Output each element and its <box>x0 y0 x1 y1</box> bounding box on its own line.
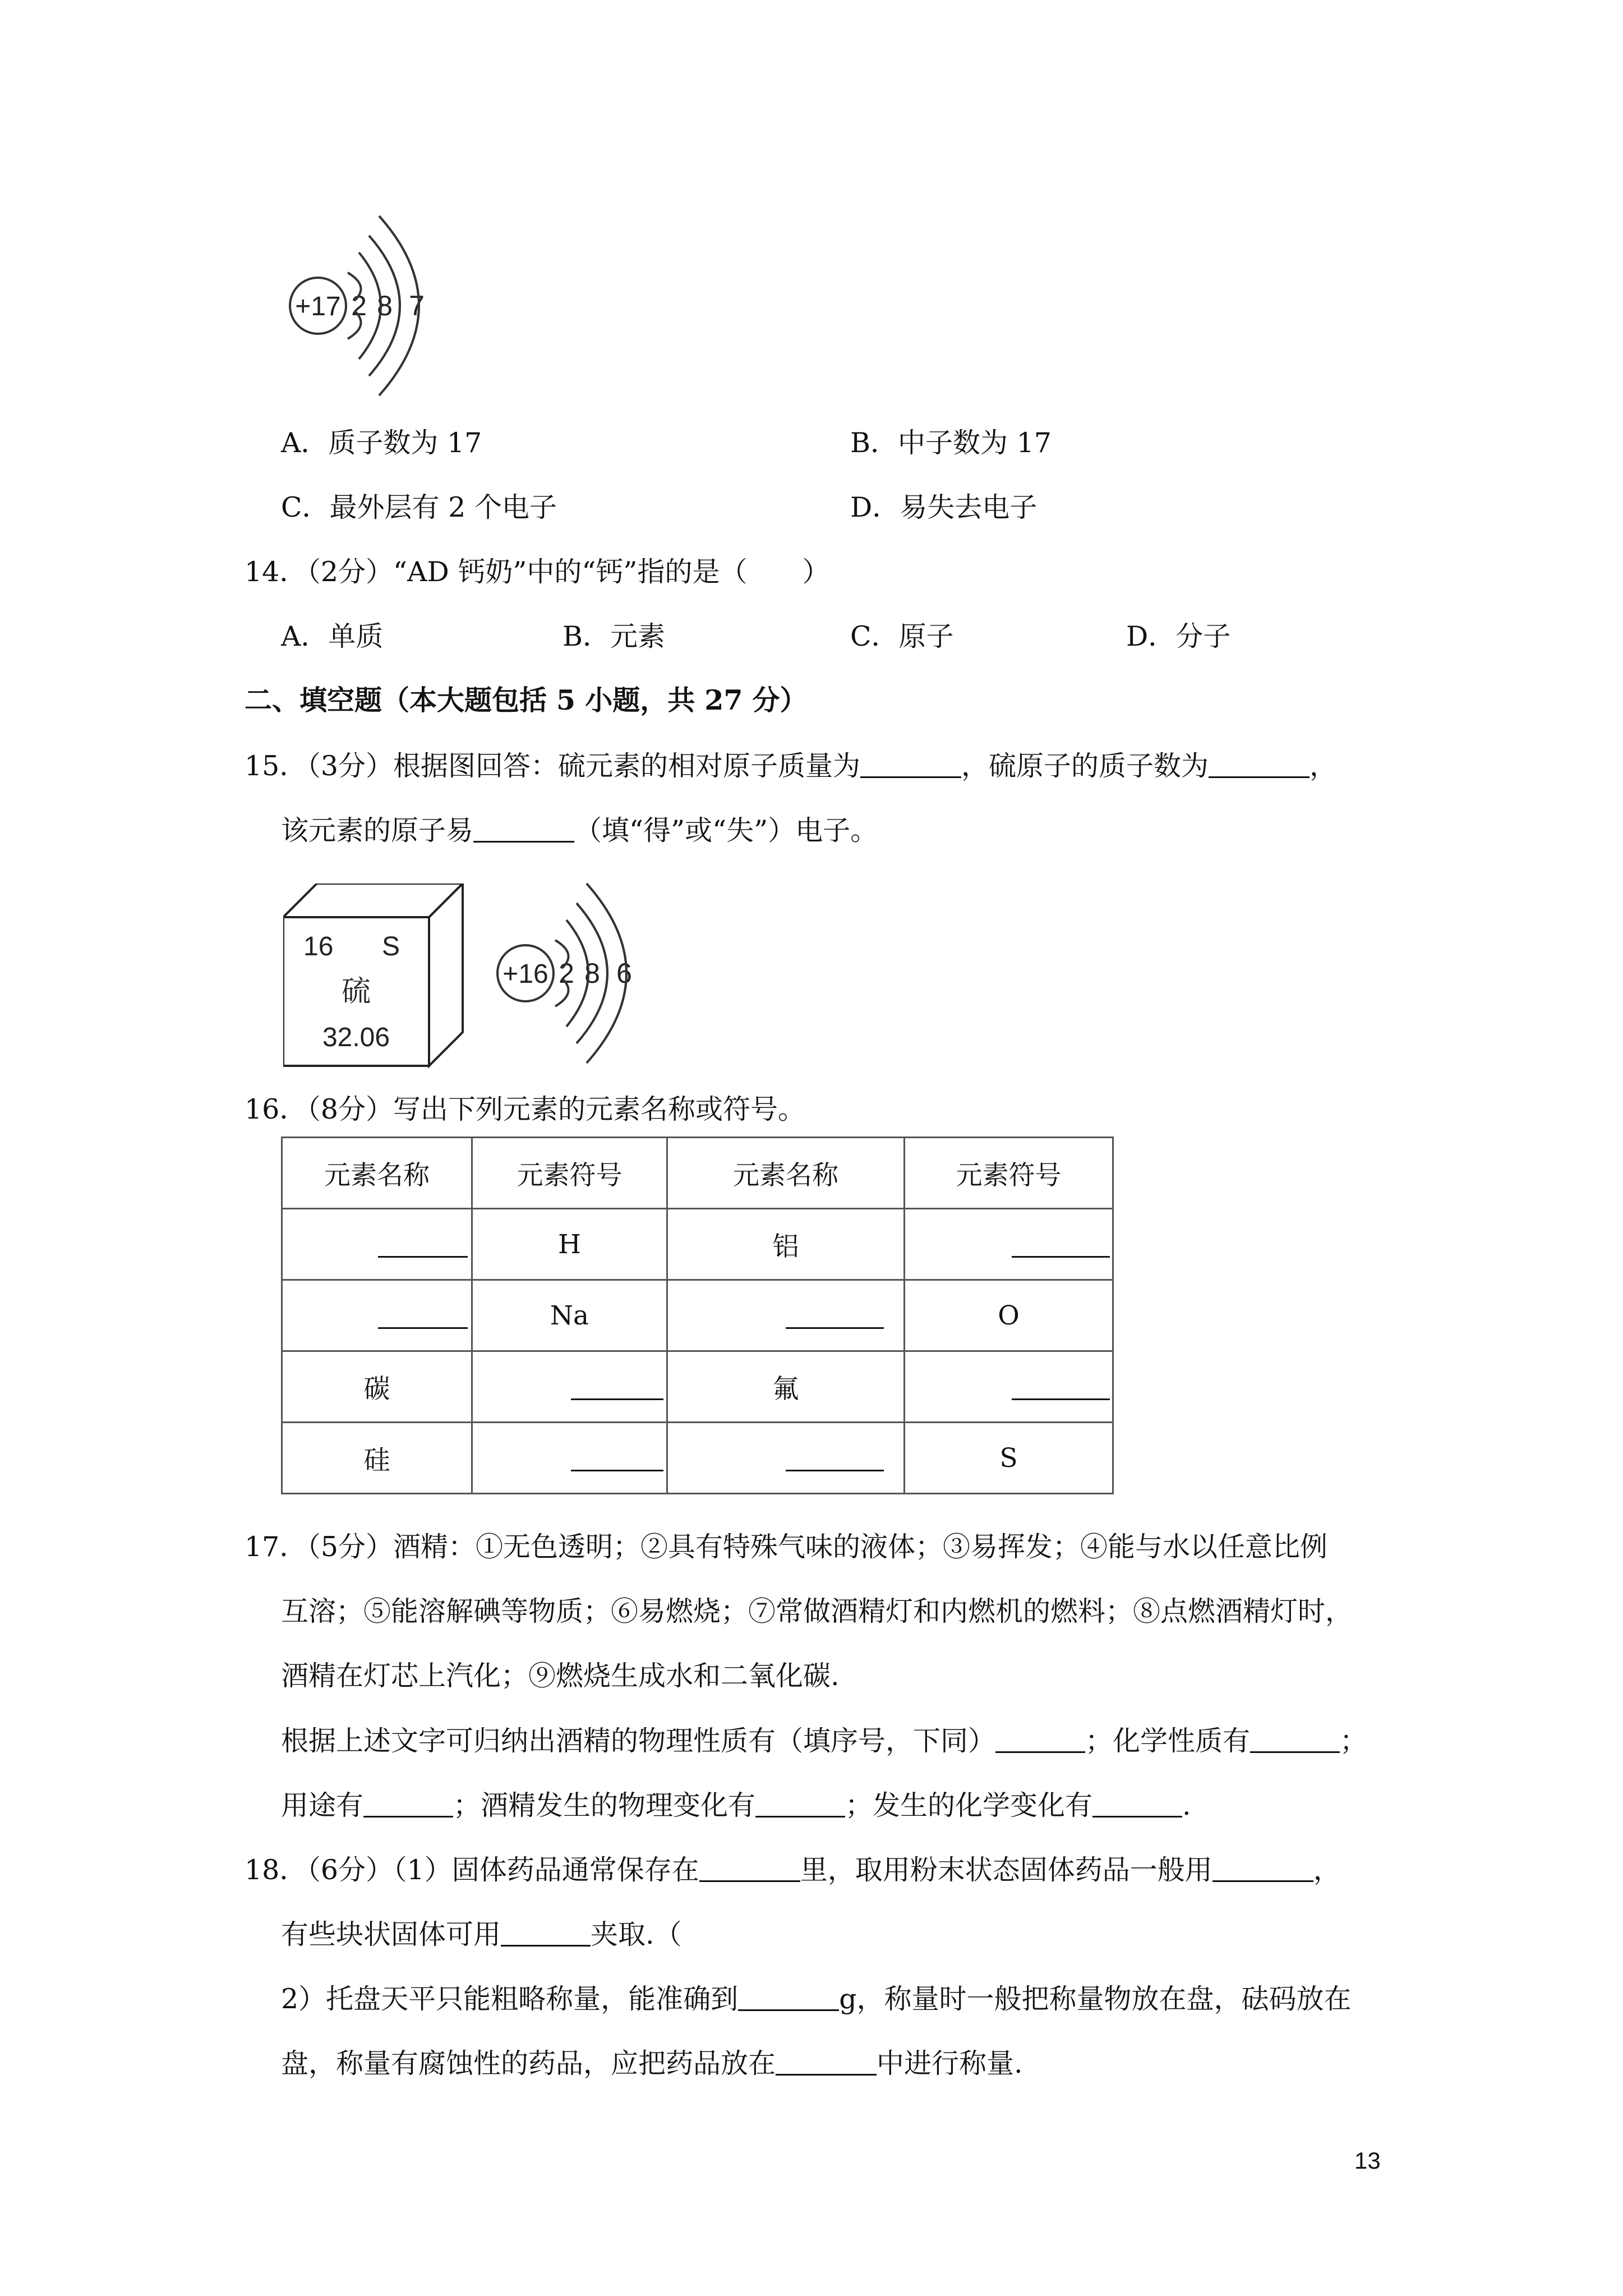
page-number: 13 <box>1354 2147 1381 2174</box>
q14-option-a: A．单质 <box>281 620 384 652</box>
q17-blank-uses[interactable] <box>363 1788 453 1818</box>
table-row <box>282 1280 1113 1351</box>
q18-line-2 <box>281 1917 682 1952</box>
q18-line-1 <box>245 1853 1341 1887</box>
q13-option-b: B．中子数为 17 <box>850 427 1052 459</box>
q17-line-2: 互溶；⑤能溶解碘等物质；⑥易燃烧；⑦常做酒精灯和内燃机的燃料；⑧点燃酒精灯时， <box>281 1595 1353 1627</box>
q14-stem: 14．（2分）“AD 钙奶”中的“钙”指的是（ ） <box>245 556 830 588</box>
q18-text-b: 里，取用粉末状态固体药品一般用 <box>800 1854 1212 1887</box>
table-cell: S <box>905 1423 1113 1494</box>
table-row <box>282 1351 1113 1423</box>
table-cell: H <box>472 1209 667 1280</box>
q17-text-g: . <box>1182 1789 1191 1822</box>
table-cell: O <box>905 1280 1113 1351</box>
q17-text-e: ；酒精发生的物理变化有 <box>453 1789 756 1822</box>
header-cell: 元素名称 <box>667 1138 905 1209</box>
element-name: 硫 <box>341 976 371 1008</box>
atom-diagram-sulfur <box>488 869 656 1071</box>
element-symbol: S <box>382 932 400 961</box>
header-cell: 元素符号 <box>905 1138 1113 1209</box>
nucleus-charge: +17 <box>295 292 341 321</box>
q17-line-3: 酒精在灯芯上汽化；⑨燃烧生成水和二氧化碳. <box>281 1660 840 1692</box>
q18-blank-vessel[interactable] <box>776 2046 877 2076</box>
shell-2-count: 8 <box>377 290 393 321</box>
table-row <box>282 1209 1113 1280</box>
q17-line-5 <box>281 1788 1191 1823</box>
q18-text-h: 盘，称量有腐蚀性的药品，应把药品放在 <box>281 2047 776 2080</box>
q18-blank-block-tool[interactable] <box>501 1917 591 1947</box>
table-header-row <box>282 1138 1113 1209</box>
atomic-number: 16 <box>303 932 334 961</box>
q18-text-i: 中进行称量. <box>877 2047 1023 2080</box>
answer-blank[interactable] <box>378 1327 468 1329</box>
q18-blank-powder-tool[interactable] <box>1212 1853 1313 1882</box>
q15-blank-mass[interactable] <box>860 749 961 778</box>
shell-1-count: 2 <box>351 290 367 321</box>
table-cell: 碳 <box>282 1351 472 1423</box>
q14-option-d: D．分子 <box>1126 620 1231 652</box>
q13-option-c: C．最外层有 2 个电子 <box>281 491 557 523</box>
table-cell[interactable] <box>905 1351 1113 1423</box>
q17-text-f: ；发生的化学变化有 <box>845 1789 1093 1822</box>
answer-blank[interactable] <box>786 1470 884 1471</box>
q17-blank-physical[interactable] <box>995 1724 1085 1753</box>
q15-line-1 <box>245 749 1337 783</box>
q14-option-c: C．原子 <box>850 620 954 652</box>
q18-blank-container[interactable] <box>699 1853 800 1882</box>
answer-blank[interactable] <box>378 1256 468 1258</box>
answer-blank[interactable] <box>571 1470 663 1471</box>
q18-line-4 <box>281 2046 1023 2081</box>
table-cell[interactable] <box>667 1280 905 1351</box>
q18-line-3 <box>281 1982 1352 2016</box>
q13-option-d: D．易失去电子 <box>850 491 1038 523</box>
q17-blank-physical-change[interactable] <box>755 1788 845 1818</box>
table-cell: Na <box>472 1280 667 1351</box>
q18-text-e: 夹取.（ <box>591 1918 682 1951</box>
table-cell[interactable] <box>905 1209 1113 1280</box>
q15-text-e: （填“得”或“失”）电子。 <box>574 815 878 847</box>
shell-2-count: 8 <box>584 958 600 989</box>
section-heading: 二、填空题（本大题包括 5 小题，共 27 分） <box>245 684 808 716</box>
header-cell: 元素符号 <box>472 1138 667 1209</box>
shell-3-count: 7 <box>409 290 425 321</box>
q15-blank-gain-lose[interactable] <box>473 813 574 843</box>
atom-diagram-chlorine <box>280 202 449 404</box>
q18-text-d: 有些块状固体可用 <box>281 1918 501 1951</box>
q18-text-c: ， <box>1313 1854 1341 1887</box>
q16-stem: 16．（8分）写出下列元素的元素名称或符号。 <box>245 1093 806 1125</box>
table-cell: 硅 <box>282 1423 472 1494</box>
table-cell[interactable] <box>472 1423 667 1494</box>
shell-1-count: 2 <box>559 958 574 989</box>
q18-text-g: g，称量时一般把称量物放在盘，砝码放在 <box>839 1983 1352 2016</box>
q15-text-d: 该元素的原子易 <box>281 815 474 847</box>
q14-option-b: B．元素 <box>562 620 666 652</box>
header-cell: 元素名称 <box>282 1138 472 1209</box>
atomic-mass: 32.06 <box>322 1023 390 1052</box>
q15-blank-protons[interactable] <box>1209 749 1310 778</box>
table-cell: 氟 <box>667 1351 905 1423</box>
element-card-sulfur <box>283 884 468 1069</box>
q17-text-b: ；化学性质有 <box>1085 1725 1251 1757</box>
table-cell: 铝 <box>667 1209 905 1280</box>
q17-blank-chemical-change[interactable] <box>1092 1788 1182 1818</box>
q18-text-f: 2）托盘天平只能粗略称量，能准确到 <box>281 1983 739 2016</box>
table-row <box>282 1423 1113 1494</box>
q15-text-c: ， <box>1310 750 1338 783</box>
q13-option-a: A．质子数为 17 <box>281 427 482 459</box>
q15-text-a: 15．（3分）根据图回答：硫元素的相对原子质量为 <box>245 750 861 783</box>
table-cell[interactable] <box>282 1209 472 1280</box>
q17-text-d: 用途有 <box>281 1789 364 1822</box>
table-cell[interactable] <box>667 1423 905 1494</box>
q17-text-a: 根据上述文字可归纳出酒精的物理性质有（填序号，下同） <box>281 1725 996 1757</box>
answer-blank[interactable] <box>786 1327 884 1329</box>
answer-blank[interactable] <box>1012 1256 1110 1258</box>
element-table <box>281 1137 1114 1494</box>
q17-blank-chemical[interactable] <box>1250 1724 1340 1753</box>
answer-blank[interactable] <box>1012 1398 1110 1400</box>
q15-text-b: ，硫原子的质子数为 <box>961 750 1209 783</box>
shell-3-count: 6 <box>616 958 632 989</box>
q17-line-4 <box>281 1724 1367 1758</box>
table-cell[interactable] <box>472 1351 667 1423</box>
q18-blank-precision[interactable] <box>738 1982 839 2011</box>
q17-line-1: 17．（5分）酒精：①无色透明；②具有特殊气味的液体；③易挥发；④能与水以任意比例 <box>245 1531 1328 1563</box>
table-cell[interactable] <box>282 1280 472 1351</box>
q17-text-c: ； <box>1340 1725 1368 1757</box>
q15-line-2 <box>281 813 878 848</box>
q18-text-a: 18．（6分）（1）固体药品通常保存在 <box>245 1854 699 1887</box>
answer-blank[interactable] <box>571 1398 663 1400</box>
nucleus-charge: +16 <box>502 959 548 989</box>
